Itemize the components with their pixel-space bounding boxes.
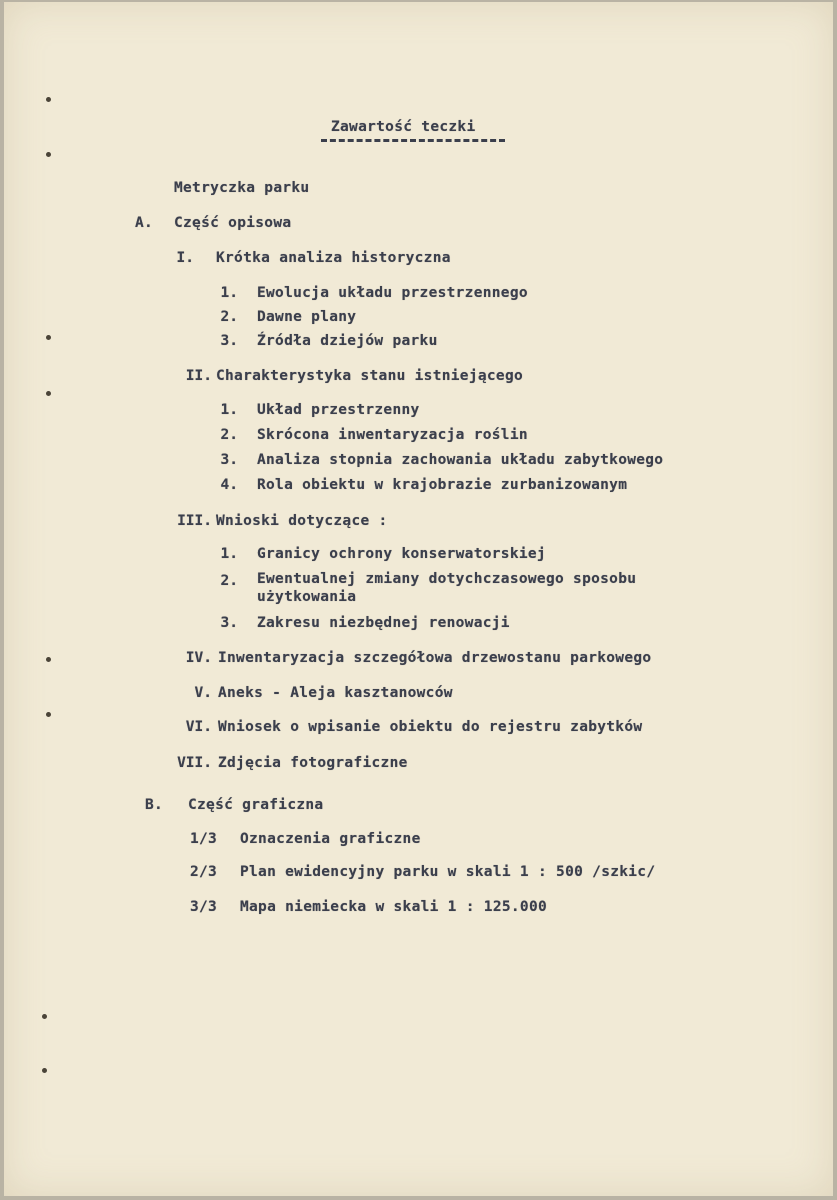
chapter-numeral: VI.	[185, 719, 212, 735]
item-number: 3.	[220, 452, 238, 468]
chapter-title: Wniosek o wpisanie obiektu do rejestru zabytków	[218, 719, 643, 735]
section-a-label: A.	[135, 215, 154, 231]
item-text: Zakresu niezbędnej renowacji	[257, 615, 510, 631]
chapter-numeral: II.	[185, 368, 212, 384]
item-text: Ewolucja układu przestrzennego	[257, 285, 528, 301]
item-number: 1.	[220, 402, 238, 418]
chapter-numeral: IV.	[185, 650, 212, 666]
item-text: Analiza stopnia zachowania układu zabytkowego	[257, 452, 664, 468]
document-title: Zawartość teczki	[331, 119, 476, 135]
document-page	[4, 2, 833, 1196]
item-text: Rola obiektu w krajobrazie zurbanizowanym	[257, 477, 628, 493]
graphic-item-text: Oznaczenia graficzne	[240, 831, 421, 847]
item-text: Skrócona inwentaryzacja roślin	[257, 427, 528, 443]
item-text: Granicy ochrony konserwatorskiej	[257, 546, 546, 562]
item-number: 1.	[220, 546, 238, 562]
chapter-numeral: VII.	[177, 755, 212, 771]
punch-hole-mark	[42, 1014, 47, 1019]
item-number: 2.	[220, 309, 238, 325]
punch-hole-mark	[46, 152, 51, 157]
graphic-item-number: 1/3	[190, 831, 218, 847]
item-text: Źródła dziejów parku	[257, 333, 438, 349]
item-text-continuation: użytkowania	[257, 589, 357, 605]
chapter-numeral: V.	[194, 685, 212, 701]
punch-hole-mark	[46, 712, 51, 717]
graphic-item-text: Plan ewidencyjny parku w skali 1 : 500 /szkic/	[240, 864, 656, 880]
chapter-title: Wnioski dotyczące :	[216, 513, 388, 529]
chapter-title: Zdjęcia fotograficzne	[218, 755, 408, 771]
intro-line: Metryczka parku	[174, 180, 310, 196]
punch-hole-mark	[46, 391, 51, 396]
chapter-title: Krótka analiza historyczna	[216, 250, 451, 266]
section-a-title: Część opisowa	[174, 215, 292, 231]
item-text: Układ przestrzenny	[257, 402, 420, 418]
item-number: 3.	[220, 333, 238, 349]
chapter-title: Charakterystyka stanu istniejącego	[216, 368, 524, 384]
punch-hole-mark	[46, 97, 51, 102]
chapter-numeral: I.	[176, 250, 194, 266]
graphic-item-text: Mapa niemiecka w skali 1 : 125.000	[240, 899, 548, 915]
item-number: 2.	[220, 427, 238, 443]
chapter-title: Aneks - Aleja kasztanowców	[218, 685, 453, 701]
punch-hole-mark	[46, 335, 51, 340]
punch-hole-mark	[46, 657, 51, 662]
graphic-item-number: 2/3	[190, 864, 218, 880]
section-b-label: B.	[145, 797, 164, 813]
item-number: 2.	[220, 573, 238, 589]
item-text: Ewentualnej zmiany dotychczasowego sposobu	[257, 571, 637, 587]
item-number: 4.	[220, 477, 238, 493]
item-number: 1.	[220, 285, 238, 301]
section-b-title: Część graficzna	[188, 797, 324, 813]
chapter-numeral: III.	[177, 513, 212, 529]
graphic-item-number: 3/3	[190, 899, 218, 915]
chapter-title: Inwentaryzacja szczegółowa drzewostanu parkowego	[218, 650, 652, 666]
punch-hole-mark	[42, 1068, 47, 1073]
title-underline	[321, 139, 505, 142]
item-number: 3.	[220, 615, 238, 631]
item-text: Dawne plany	[257, 309, 357, 325]
